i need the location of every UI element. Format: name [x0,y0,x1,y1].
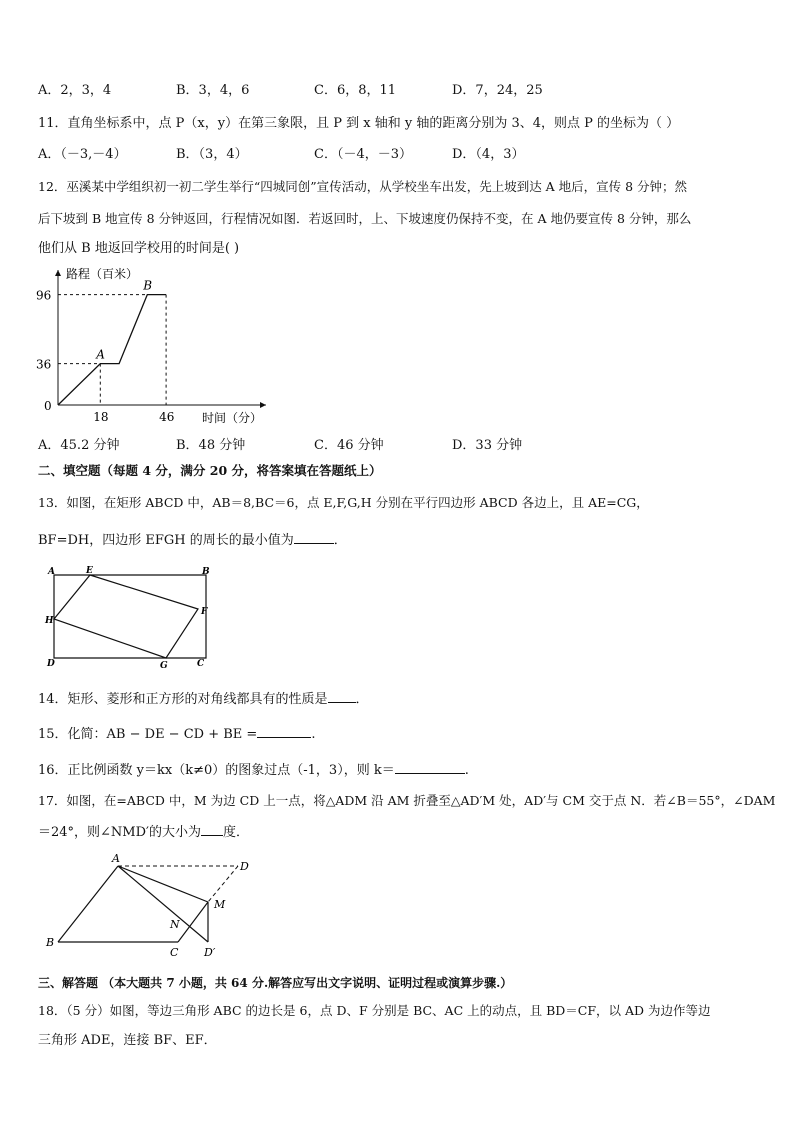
q10-options [0,82,794,100]
q15 [38,724,315,744]
q12-line1: 12．巫溪某中学组织初一初二学生举行“四城同创”宣传活动，从学校坐车出发，先上坡到达 A 地后，宣传 8 分钟；然 [38,179,688,194]
label-e: E [86,566,93,576]
q13-line1: 13．如图，在矩形 ABCD 中，AB＝8,BC＝6，点 E,F,G,H 分别在平行四边形 ABCD 各边上，且 AE=CG， [38,495,649,510]
q17-line1: 17．如图，在=ABCD 中，M 为边 CD 上一点，将△ADM 沿 AM 折叠至△AD′M 处，AD′与 CM 交于点 N．若∠B＝55°，∠DAM [38,793,776,808]
q17-end: 度． [223,825,250,840]
q11-text: 11．直角坐标系中，点 P（x，y）在第三象限，且 P 到 x 轴和 y 轴的距离分别为 3、4，则点 P 的坐标为（ ） [38,116,680,131]
q12-options [0,437,794,455]
q15-text: 15．化简：AB − DE − CD + BE = [38,727,258,742]
segment-am [118,866,208,902]
q10-option-b: B．3，4，6 [176,83,250,98]
q12-option-c: C．46 分钟 [314,438,384,453]
point-label-b: B [143,278,153,293]
q11-option-b: B．（3，4） [176,147,248,162]
edge-ab [58,866,118,942]
q12-option-a: A．45.2 分钟 [38,438,120,453]
q12-line2: 后下坡到 B 地宣传 8 分钟返回，行程情况如图．若返回时，上、下坡速度仍保持不变，在 A 地仍要宣传 8 分钟，那么 [38,211,692,226]
q14-end: ． [355,692,369,707]
point-label-a: A [96,347,105,362]
q10-option-a: A．2，3，4 [38,83,112,98]
q10-option-d: D．7，24，25 [452,83,543,98]
y-axis-label: 路程（百米） [66,267,139,281]
label-c: C [170,946,179,959]
label-m: M [214,898,226,911]
label-n: N [170,918,180,931]
x-axis-label: 时间（分） [202,411,263,425]
label-b: B [46,936,55,949]
x-tick-label-46: 46 [159,410,175,424]
q11-option-a: A．（－3,－4） [38,147,127,162]
label-d: D [47,659,55,669]
q16-text: 16．正比例函数 y＝kx（k≠0）的图象过点（-1，3），则 k＝ [38,763,395,778]
label-d: D [240,860,249,873]
x-tick-label-18: 18 [93,410,109,424]
label-d-prime: D′ [204,946,216,959]
q17-line2-text: ＝24°，则∠NMD′的大小为 [38,825,201,840]
label-a: A [112,852,120,865]
q18-line1: 18．（5 分）如图，等边三角形 ABC 的边长是 6，点 D、F 分别是 BC、AC 上的动点，且 BD＝CF，以 AD 为边作等边 [38,1003,711,1018]
label-h: H [45,616,54,626]
q13-answer-blank[interactable] [294,530,334,544]
q15-answer-blank[interactable] [257,724,311,738]
distance-series-line [58,295,166,405]
q12-option-b: B．48 分钟 [176,438,246,453]
edge-dm-dashed [208,866,238,902]
edge-cm [178,902,208,942]
q16-answer-blank[interactable] [395,760,465,774]
q17-line2 [38,822,249,842]
label-c: C [197,659,205,669]
segment-ad-prime [118,866,208,942]
y-tick-label-36: 36 [36,357,52,372]
q12-line3: 他们从 B 地返回学校用的时间是( ) [38,241,240,256]
label-f: F [201,607,208,617]
q10-option-c: C．6，8，11 [314,83,397,98]
q11-option-d: D．（4，3） [452,147,525,162]
q17-parallelogram-figure [38,850,268,962]
origin-label: 0 [44,399,52,413]
label-b: B [202,567,210,577]
q14-text: 14．矩形、菱形和正方形的对角线都具有的性质是 [38,692,328,707]
q14 [38,689,369,709]
q15-end: . [311,727,316,742]
y-tick-label-96: 96 [36,288,52,303]
section2-heading: 二、填空题（每题 4 分，满分 20 分，将答案填在答题纸上） [38,463,382,478]
q11-option-c: C．（－4，－3） [314,147,412,162]
quadrilateral-efgh [54,575,198,658]
q16 [38,760,469,780]
q13-end: ． [333,533,347,548]
q13-line2-text: BF=DH，四边形 EFGH 的周长的最小值为 [38,533,294,548]
q11-options [0,146,794,164]
label-a: A [48,567,55,577]
q12-distance-time-chart [30,262,290,428]
q12-option-d: D．33 分钟 [452,438,523,453]
q14-answer-blank[interactable] [328,689,356,703]
q13-line2 [38,530,347,550]
label-g: G [160,661,168,670]
section3-heading: 三、解答题 （本大题共 7 小题，共 64 分.解答应写出文字说明、证明过程或演算步骤.） [38,976,513,990]
q18-line2: 三角形 ADE，连接 BF、EF． [38,1033,217,1048]
q13-rectangle-figure [38,562,218,670]
q16-end: . [464,763,469,778]
q17-answer-blank[interactable] [201,822,223,836]
